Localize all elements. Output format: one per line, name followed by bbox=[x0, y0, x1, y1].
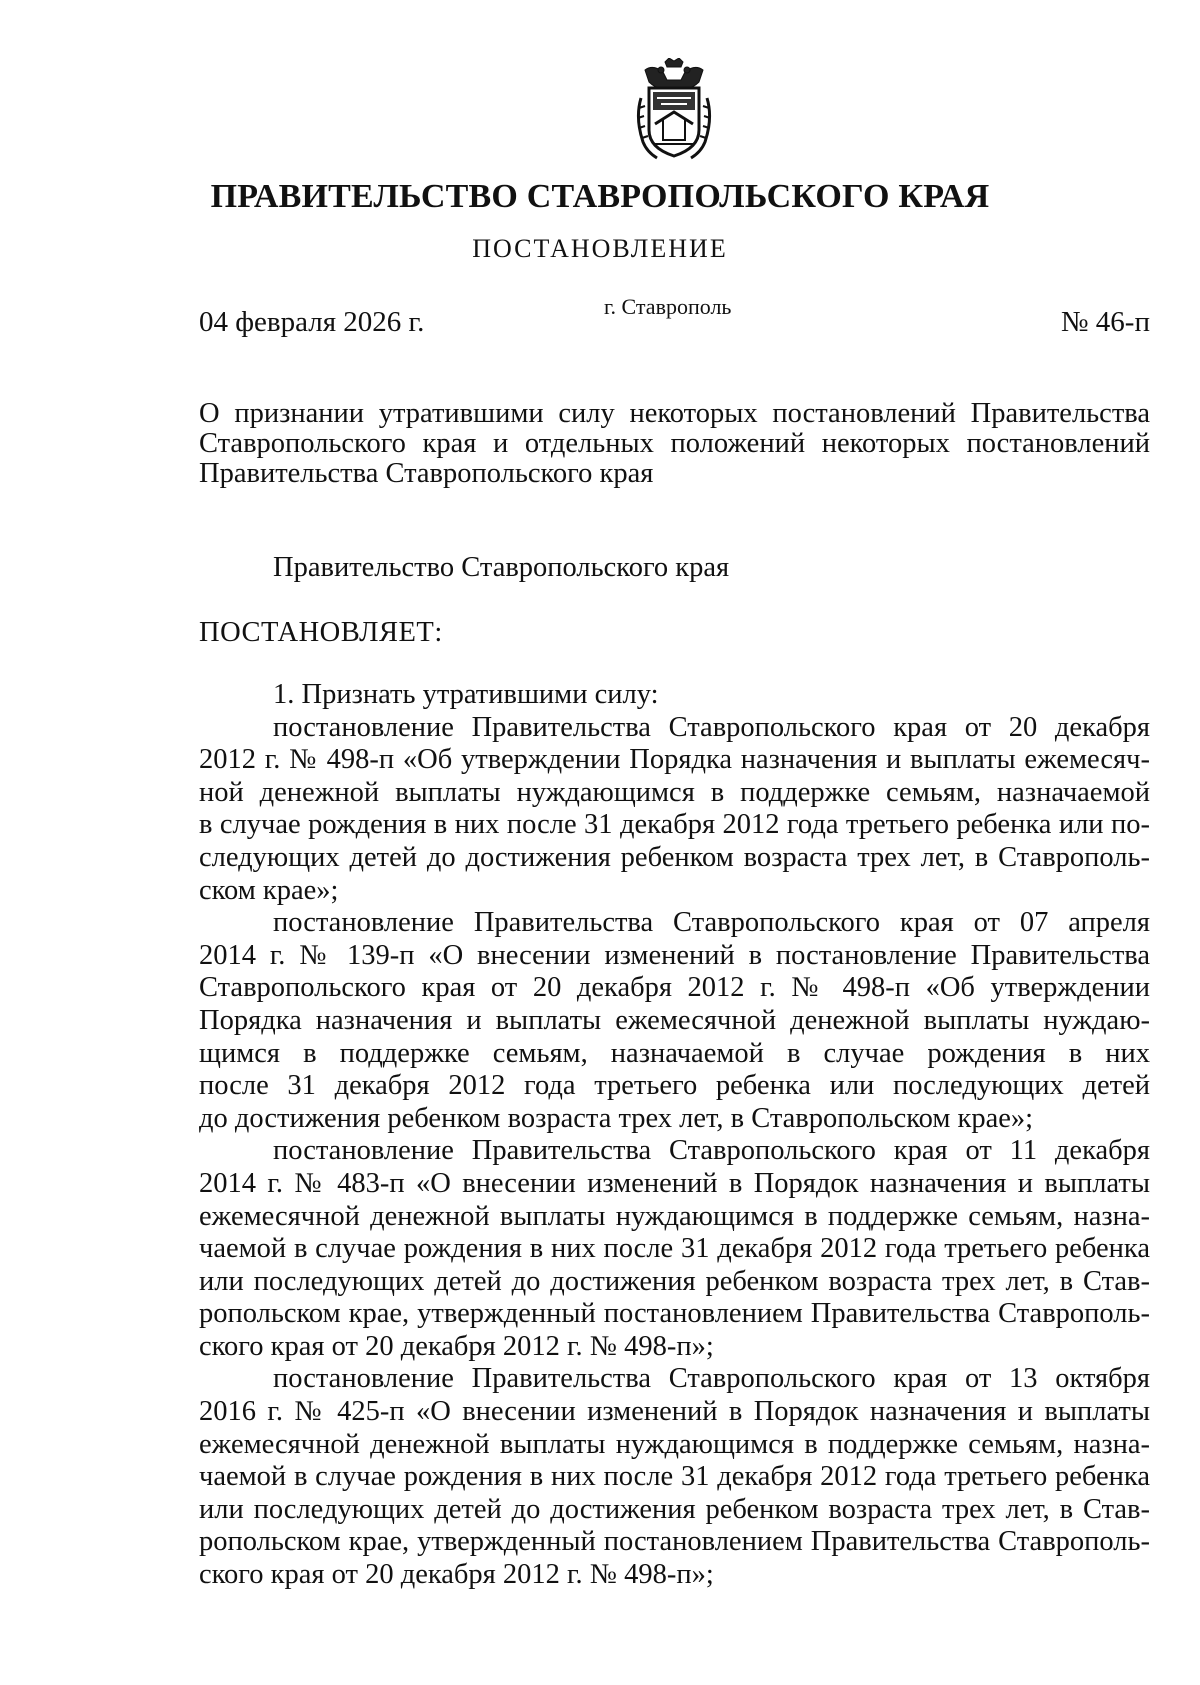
body-line: ском крае»; bbox=[199, 874, 339, 906]
coat-of-arms-icon bbox=[633, 58, 715, 160]
body-line: 2012 г. № 498-п «Об утверждении Порядка назначения и выплаты ежемесяч- bbox=[199, 744, 1150, 776]
document-type: ПОСТАНОВЛЕНИЕ bbox=[472, 234, 728, 263]
body-line: или последующих детей до достижения ребенком возраста трех лет, в Став- bbox=[199, 1493, 1150, 1525]
resolves-heading: ПОСТАНОВЛЯЕТ: bbox=[199, 617, 443, 648]
body-line: следующих детей до достижения ребенком возраста трех лет, в Ставрополь- bbox=[199, 841, 1150, 873]
body-line: ной денежной выплаты нуждающимся в поддержке семьям, назначаемой bbox=[199, 776, 1150, 808]
body-line: постановление Правительства Ставропольского края от 11 декабря bbox=[273, 1135, 1150, 1167]
body-line: в случае рождения в них после 31 декабря 2012 года третьего ребенка или по- bbox=[199, 809, 1150, 841]
body-line: постановление Правительства Ставропольского края от 13 октября bbox=[273, 1363, 1150, 1395]
government-title: ПРАВИТЕЛЬСТВО СТАВРОПОЛЬСКОГО КРАЯ bbox=[210, 178, 990, 215]
body-line: 2014 г. № 483-п «О внесении изменений в Порядок назначения и выплаты bbox=[199, 1167, 1150, 1199]
body-line: постановление Правительства Ставропольского края от 20 декабря bbox=[273, 711, 1150, 743]
body-line: до достижения ребенком возраста трех лет, в Ставропольском крае»; bbox=[199, 1102, 1034, 1134]
body-line: или последующих детей до достижения ребенком возраста трех лет, в Став- bbox=[199, 1265, 1150, 1297]
body-line: ского края от 20 декабря 2012 г. № 498-п»; bbox=[199, 1559, 714, 1591]
body-line: Порядка назначения и выплаты ежемесячной денежной выплаты нуждаю- bbox=[199, 1004, 1150, 1036]
body-line: ропольском крае, утвержденный постановлением Правительства Ставрополь- bbox=[199, 1298, 1150, 1330]
body-line: чаемой в случае рождения в них после 31 декабря 2012 года третьего ребенка bbox=[199, 1233, 1150, 1265]
body-line: ежемесячной денежной выплаты нуждающимся в поддержке семьям, назна- bbox=[199, 1200, 1150, 1232]
body-line: Ставропольского края от 20 декабря 2012 г. № 498-п «Об утверждении bbox=[199, 972, 1150, 1004]
body-line: 2014 г. № 139-п «О внесении изменений в постановление Правительства bbox=[199, 939, 1150, 971]
body-line: после 31 декабря 2012 года третьего ребенка или последующих детей bbox=[199, 1070, 1150, 1102]
document-subject: О признании утратившими силу некоторых постановлений Правительства Ставропольского края и отдельных положений некоторых постановлений Правительства Ставропольского края bbox=[199, 398, 1150, 489]
body-line: 1. Признать утратившими силу: bbox=[273, 679, 659, 710]
body-line: ского края от 20 декабря 2012 г. № 498-п»; bbox=[199, 1330, 714, 1362]
preamble: Правительство Ставропольского края bbox=[273, 552, 730, 583]
body-line: щимся в поддержке семьям, назначаемой в случае рождения в них bbox=[199, 1037, 1150, 1069]
document-body bbox=[199, 679, 1150, 1592]
body-line: ропольском крае, утвержденный постановлением Правительства Ставрополь- bbox=[199, 1526, 1150, 1558]
body-line: постановление Правительства Ставропольского края от 07 апреля bbox=[273, 907, 1150, 939]
document-city: г. Ставрополь bbox=[604, 294, 732, 319]
document-number: № 46-п bbox=[1060, 306, 1150, 338]
body-line: ежемесячной денежной выплаты нуждающимся в поддержке семьям, назна- bbox=[199, 1428, 1150, 1460]
body-line: 2016 г. № 425-п «О внесении изменений в Порядок назначения и выплаты bbox=[199, 1396, 1150, 1428]
body-line: чаемой в случае рождения в них после 31 декабря 2012 года третьего ребенка bbox=[199, 1461, 1150, 1493]
document-date: 04 февраля 2026 г. bbox=[199, 306, 425, 338]
